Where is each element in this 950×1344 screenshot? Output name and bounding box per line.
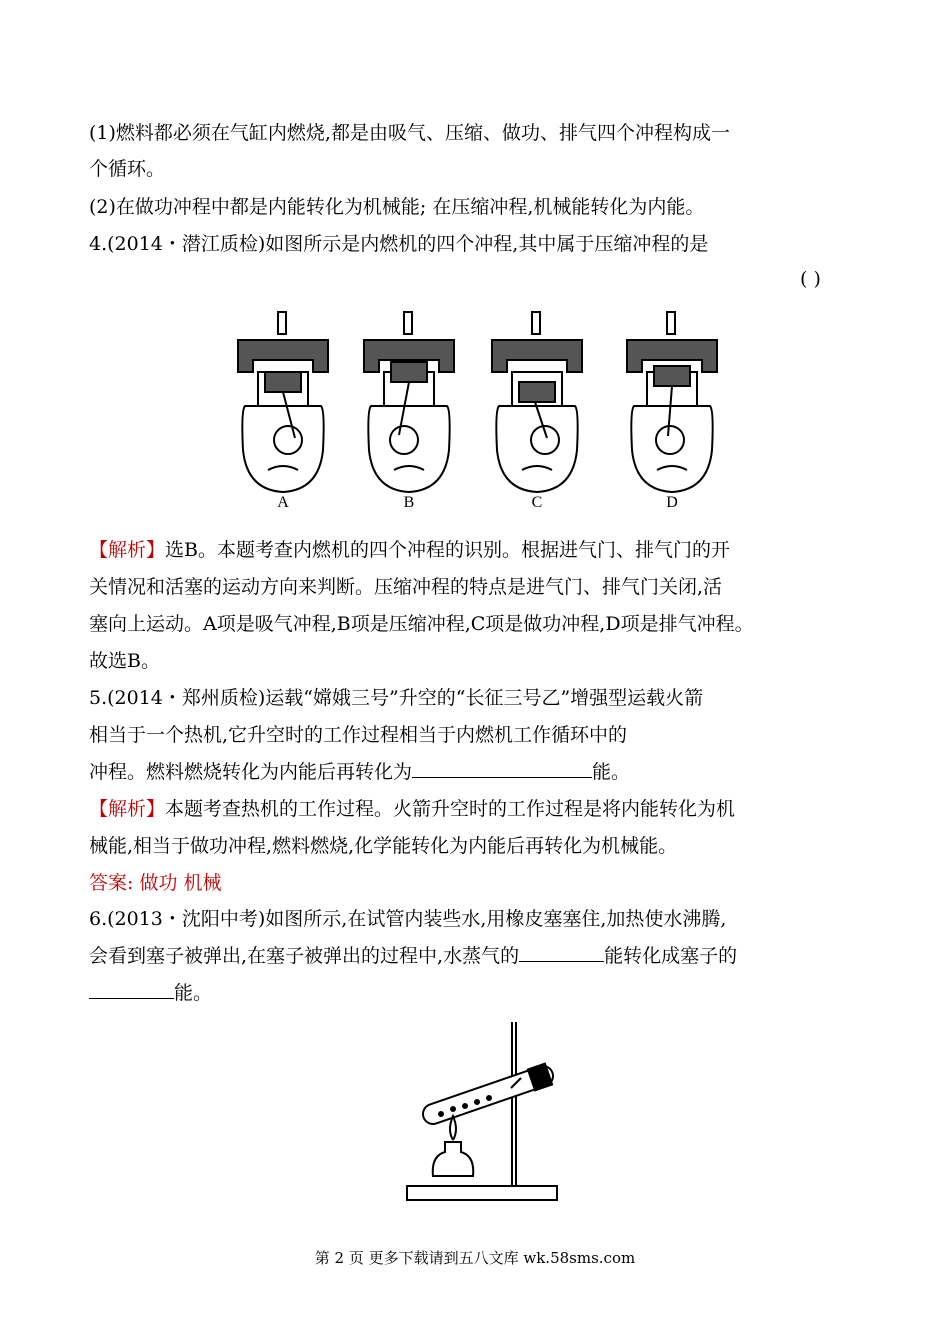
engine-label-b: B — [403, 494, 415, 511]
answer-5: 答案: 做功 机械 — [89, 872, 222, 894]
question-6-line-2: 会看到塞子被弹出,在塞子被弹出的过程中,水蒸气的 能转化成塞子的 — [89, 945, 738, 967]
fill-blank[interactable] — [519, 943, 604, 962]
analysis-4-line-2: 关情况和活塞的运动方向来判断。压缩冲程的特点是进气门、排气门关闭,活 — [89, 576, 723, 598]
engine-diagram-a — [233, 310, 333, 500]
analysis-tag: 【解析】 — [89, 539, 166, 561]
analysis-5-line-2: 械能,相当于做功冲程,燃料燃烧,化学能转化为内能后再转化为机械能。 — [89, 835, 678, 857]
question-4: 4.(2014・潜江质检)如图所示是内燃机的四个冲程,其中属于压缩冲程的是 — [89, 233, 709, 255]
question-5-line-1: 5.(2014・郑州质检)运载“嫦娥三号”升空的“长征三号乙”增强型运载火箭 — [89, 687, 704, 709]
fill-blank[interactable] — [412, 759, 592, 778]
answer-parentheses: ( ) — [800, 268, 821, 290]
test-tube-apparatus-illustration — [403, 1016, 583, 1206]
question-6-line-3: 能。 — [89, 980, 212, 1006]
question-5-line-2: 相当于一个热机,它升空时的工作过程相当于内燃机工作循环中的 — [89, 724, 628, 746]
text-line: (2)在做功冲程中都是内能转化为机械能; 在压缩冲程,机械能转化为内能。 — [89, 196, 705, 218]
engine-label-c: C — [531, 494, 543, 511]
analysis-5-line-1: 【解析】本题考查热机的工作过程。火箭升空时的工作过程是将内能转化为机 — [89, 798, 736, 820]
question-5-line-3: 冲程。燃料燃烧转化为内能后再转化为 能。 — [89, 761, 631, 783]
analysis-tag: 【解析】 — [89, 798, 166, 820]
text-line: (1)燃料都必须在气缸内燃烧,都是由吸气、压缩、做功、排气四个冲程构成一 — [89, 122, 730, 144]
analysis-4-line-4: 故选B。 — [89, 650, 160, 672]
engine-label-d: D — [666, 494, 678, 511]
engine-diagram-d — [622, 310, 722, 500]
text-line: 个循环。 — [89, 158, 166, 180]
analysis-4-line-1: 【解析】选B。本题考查内燃机的四个冲程的识别。根据进气门、排气门的开 — [89, 539, 730, 561]
engine-diagram-c — [487, 310, 587, 500]
question-6-line-1: 6.(2013・沈阳中考)如图所示,在试管内装些水,用橡皮塞塞住,加热使水沸腾, — [89, 908, 727, 930]
fill-blank[interactable] — [89, 980, 174, 999]
engine-label-a: A — [277, 494, 289, 511]
page-footer: 第 2 页 更多下载请到五八文库 wk.58sms.com — [314, 1249, 636, 1267]
analysis-4-line-3: 塞向上运动。A项是吸气冲程,B项是压缩冲程,C项是做功冲程,D项是排气冲程。 — [89, 613, 754, 635]
engine-diagram-b — [359, 310, 459, 500]
